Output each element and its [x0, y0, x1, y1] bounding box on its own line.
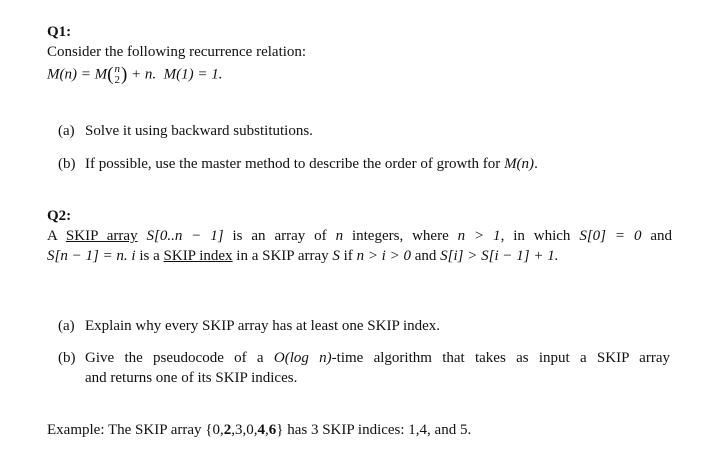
recurrence-base: M(1) = 1. [163, 66, 223, 83]
example-value: 6 [268, 422, 277, 438]
q2-definition-line-1: A SKIP array S[0..n − 1] is an array of n integers, where n > 1, in which S[0] = 0 and [47, 228, 673, 244]
item-text: Solve it using backward substitutions. [85, 123, 313, 139]
skip-array-term: SKIP array [65, 228, 138, 244]
skip-index-term: SKIP index [163, 248, 233, 264]
fraction-denominator: 2 [114, 74, 120, 86]
q1-item-a [58, 121, 673, 141]
recurrence-lhs: M(n) = M [47, 66, 108, 83]
item-label: (b) [58, 350, 76, 366]
q1-item-b [58, 154, 673, 174]
example-value: 2 [223, 422, 232, 438]
item-label: (a) [58, 123, 75, 139]
q2-item-b [58, 348, 673, 388]
q2-definition-line-2: S[n − 1] = n. i is a SKIP index in a SKIP array S if n > i > 0 and S[i] > S[i − 1] + 1. [47, 248, 559, 264]
q2-title: Q2: [47, 208, 72, 224]
example-value: 3 [235, 422, 243, 438]
example-value: 4 [257, 422, 265, 438]
q2-item-a [58, 316, 673, 336]
example-value: 0 [212, 422, 220, 438]
q1-intro: Consider the following recurrence relation: [47, 44, 307, 60]
item-text [85, 348, 670, 388]
q1-title: Q1: [47, 24, 72, 40]
example-values: 0,2,3,0,4,6 [212, 422, 277, 438]
item-label: (a) [58, 318, 75, 334]
recurrence-fraction [114, 64, 120, 86]
example-value: 0 [246, 422, 254, 438]
item-text-line-1: Give the pseudocode of a O(log n)-time algorithm that takes as input a SKIP array [85, 350, 670, 366]
item-label: (b) [58, 156, 76, 172]
item-text: If possible, use the master method to describe the order of growth for M(n). [85, 156, 538, 172]
item-text-line-2: and returns one of its SKIP indices. [85, 370, 298, 386]
q1-recurrence: M(n) = M( n 2 ) + n. M(1) = 1. [47, 63, 223, 86]
item-text: Explain why every SKIP array has at least one SKIP index. [85, 318, 441, 334]
fraction-numerator: n [114, 63, 120, 75]
recurrence-rest: + n. [131, 66, 157, 83]
q2-block [47, 206, 672, 266]
q1-block [47, 22, 672, 86]
example-line: Example: The SKIP array {0,2,3,0,4,6} has 3 SKIP indices: 1,4, and 5. [47, 422, 472, 438]
